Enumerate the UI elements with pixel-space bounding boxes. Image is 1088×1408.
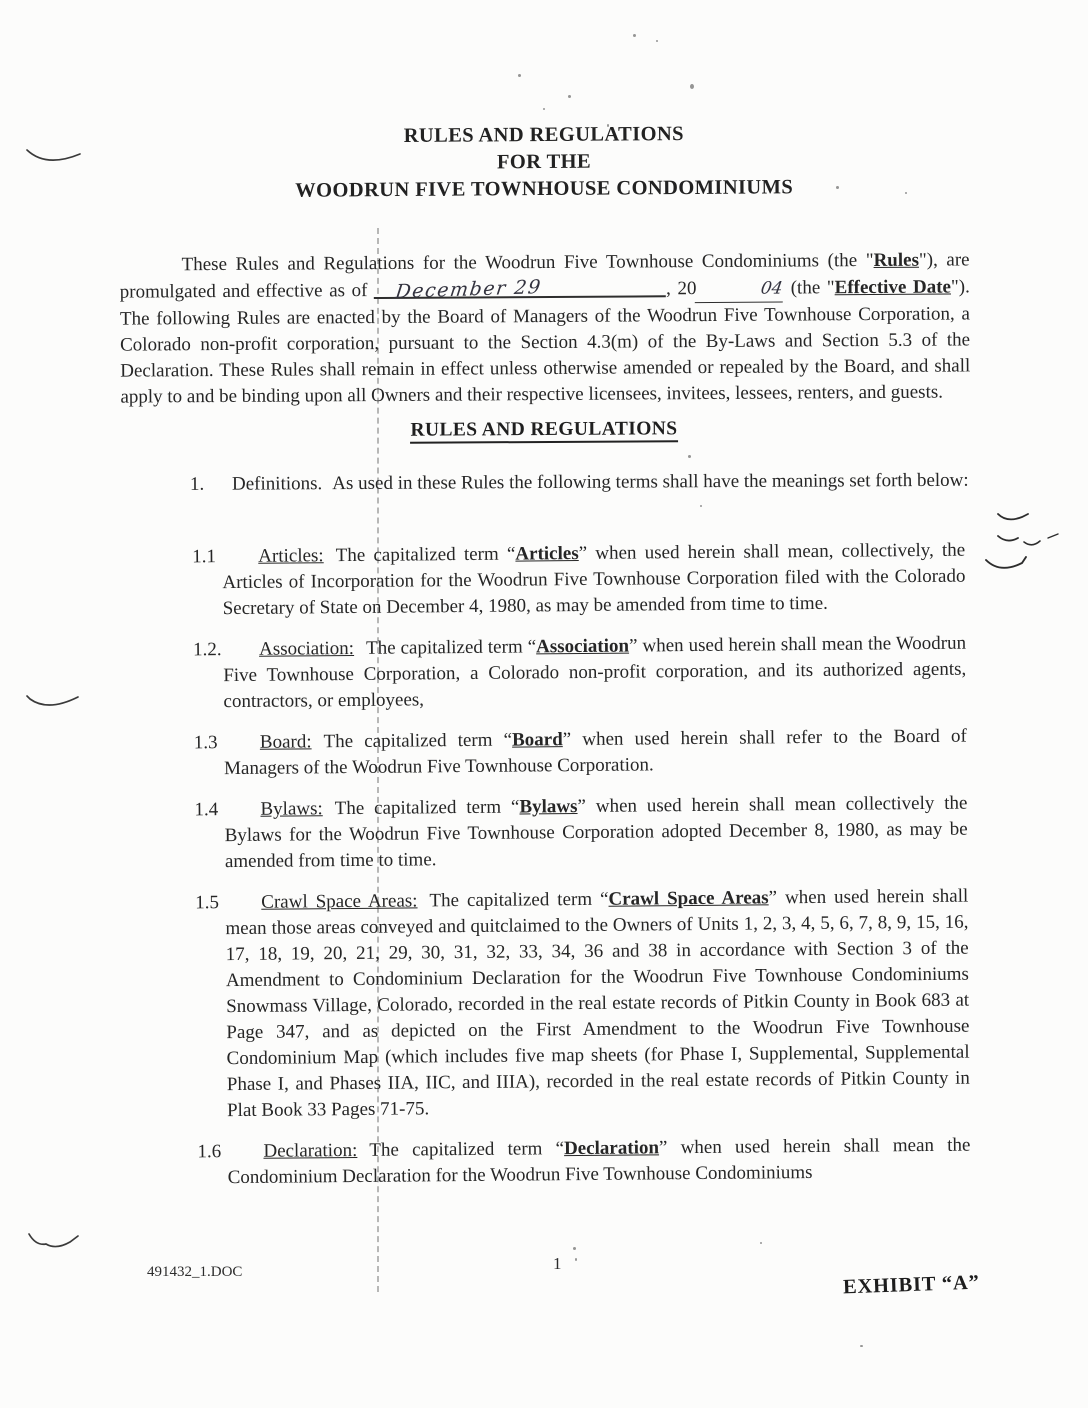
scan-speck [690,84,694,89]
definition-number: 1.2. [192,639,222,661]
definition-term: Crawl Space Areas: [261,890,418,913]
definition-body: ” when used herein shall mean the Woodrun Five Townhouse Corporation, a Colorado non-profit corporation, and its authorized agents, contractors, or employees, [223,632,967,713]
definition-body: ” when used herein shall mean those areas conveyed and quitclaimed to the Owners of Units 1, 2, 3, 4, 5, 6, 7, 8, 9, 15, 16, 17, 18, 19, 20, 21, 29, 30, 31, 32, 33, 34, 36 and 38 in accordance with Section 3 of the Amendment to Condominium Declaration for the Woodrun Five Townhouse Condominiums Snowmass Village, Colorado, recorded in the real estate records of Pitkin County in Book 683 at Page 347, and as depicted on the First Amendment to the Woodrun Five Townhouse Condominium Map (which includes five map sheets (for Phase I, Supplemental, Supplemental Phase I, and Phases IIA, IIC, and IIIA), recorded in the real estate records of Pitkin County in Plat Book 33 Pages 71-75. [225,885,970,1122]
definition-body: ” when used herein shall mean, collectively, the Articles of Incorporation for the Woodrun Five Townhouse Corporation filed with the Colorado Secretary of State on December 4, 1980, as may be amended from time to time. [222,539,966,620]
definition-number: 1.3 [193,732,218,754]
definition-pre: The capitalized term “ [334,796,520,820]
scan-speck [688,455,691,458]
definition-pre: The capitalized term “ [429,888,609,912]
definition-term: Articles: [258,545,324,567]
intro-rest: "). The following Rules are enacted by the Board of Managers of the Woodrun Five Townhouse Corporation, a Colorado non-profit corporation, pursuant to the Section 4.3(m) of the By-Laws and Section 5.3 of the Declaration. These Rules shall remain in effect unless otherwise amended or repealed by the Board, and shall apply to and be binding upon all Owners and their respective licensees, invitees, lessees, renters, and guests. [119,276,971,408]
definition-term: Bylaws: [260,798,323,820]
handwritten-date: December 29 [394,276,544,303]
definition-item-1-6 [197,1133,970,1192]
document-title [0,118,1088,207]
scan-speck [518,74,521,77]
scan-speck [573,1247,576,1250]
intro-after-year: (the " [784,277,835,299]
definition-body: ” when used herein shall refer to the Board of Managers of the Woodrun Five Townhouse Corporation. [223,725,967,780]
document-filename: 491432_1.DOC [147,1264,243,1280]
scan-speck [760,1242,762,1244]
scan-speck [633,34,636,37]
definition-quoted-term: Crawl Space Areas [608,887,769,910]
definition-term: Association: [258,637,355,660]
definition-number: 1.5 [195,892,220,914]
handwritten-year: 04 [694,276,786,304]
definition-pre: The capitalized term “ [365,636,537,659]
definition-term: Board: [259,731,312,753]
definition-item-1-3 [194,724,967,783]
page-number: 1 [553,1254,562,1273]
section-1-definitions [120,467,970,498]
definition-quoted-term: Association [536,635,630,658]
definitions-list [192,538,971,1207]
scan-speck [860,1345,863,1347]
intro-after-rules: "), are promulgated and effective as of [119,249,970,303]
section-1-number: 1. [189,473,205,495]
definition-pre: The capitalized term “ [323,729,513,753]
definition-item-1-2 [193,631,967,716]
definition-item-1-1 [192,538,966,623]
definition-number: 1.4 [194,799,219,821]
definition-quoted-term: Articles [515,543,579,565]
section-1-lead: Definitions. [231,473,323,495]
title-line-1: RULES AND REGULATIONS [403,123,685,147]
scan-speck [568,95,571,98]
scan-speck [700,505,702,507]
defined-term-rules: Rules [873,249,920,271]
scan-squiggle-marks [982,498,1064,576]
scan-speck [543,108,545,110]
definition-pre: The capitalized term “ [335,543,516,567]
title-line-2: FOR THE [496,150,592,174]
rules-heading-text: RULES AND REGULATIONS [410,418,677,443]
definition-quoted-term: Bylaws [519,796,578,818]
effective-date-blank [374,275,666,303]
defined-term-effective-date: Effective Date [834,276,952,299]
definition-quoted-term: Board [511,729,563,751]
title-line-3: WOODRUN FIVE TOWNHOUSE CONDOMINIUMS [295,176,794,202]
definition-body: ” when used herein shall mean the Condominium Declaration for the Woodrun Five Townhouse Condominiums [227,1134,971,1189]
intro-paragraph [120,247,971,410]
exhibit-stamp: EXHIBIT “A” [842,1271,980,1299]
section-1-text: As used in these Rules the following terms shall have the meanings set forth below: [332,469,969,495]
definition-body: ” when used herein shall mean collectively the Bylaws for the Woodrun Five Townhouse Corporation adopted December 8, 1980, as may be amended from time to time. [224,792,968,873]
scan-speck [656,40,658,42]
definition-term: Declaration: [263,1139,358,1162]
scan-pen-curve-middle [24,688,84,714]
definition-pre: The capitalized term “ [369,1138,565,1161]
rules-heading [0,416,1088,444]
scan-speck [575,1258,577,1261]
intro-comma-20: , 20 [666,278,697,300]
definition-item-1-5 [195,884,970,1125]
definition-item-1-4 [194,791,968,876]
scan-pen-curve-bottom [26,1226,92,1256]
definition-number: 1.1 [192,546,217,568]
intro-lead: These Rules and Regulations for the Woodrun Five Townhouse Condominiums (the " [181,249,874,276]
definition-number: 1.6 [197,1141,222,1163]
definition-quoted-term: Declaration [563,1137,660,1160]
